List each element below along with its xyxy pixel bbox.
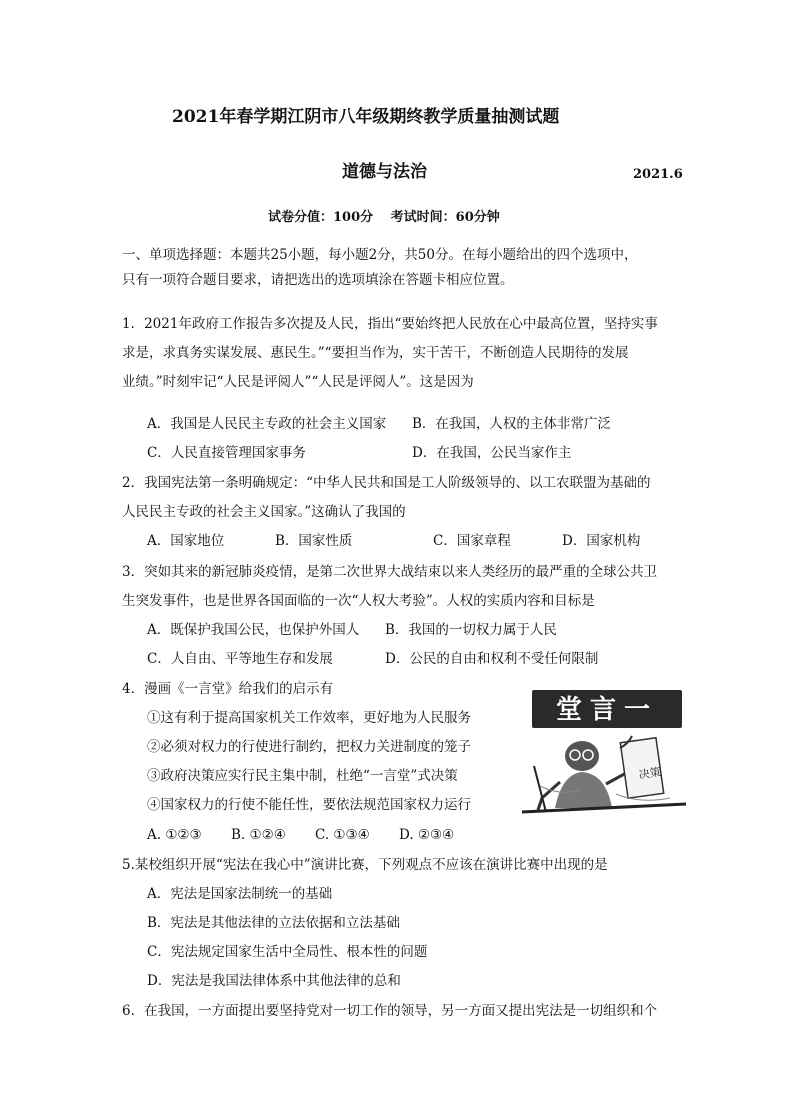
section-instructions-line-1: 一、单项选择题：本题共25小题，每小题2分，共50分。在每小题给出的四个选项中，	[122, 247, 638, 263]
q3-option-d: D．公民的自由和权利不受任何限制	[385, 651, 599, 667]
q4-option-a: A. ①②③	[147, 827, 202, 843]
q3-option-b: B．我国的一切权力属于人民	[385, 622, 557, 638]
q4-option-b: B. ①②④	[231, 827, 286, 843]
q1-stem-line-3: 业绩。”时刻牢记“人民是评阅人”“人民是评阅人”。这是因为	[122, 374, 474, 390]
q4-option-c: C. ①③④	[315, 827, 370, 843]
q2-option-b: B．国家性质	[275, 533, 353, 549]
cartoon-sign-text: 堂言一	[555, 695, 659, 725]
q1-stem-line-2: 求是，求真务实谋发展、惠民生。”“要担当作为，实干苦干，不断创造人民期待的发展	[122, 345, 629, 361]
q3-option-c: C．人自由、平等地生存和发展	[147, 651, 333, 667]
q1-option-a: A．我国是人民民主专政的社会主义国家	[147, 416, 387, 432]
q4-item-2: ②必须对权力的行使进行制约，把权力关进制度的笼子	[147, 739, 471, 755]
cartoon-paper-text: 决策	[638, 765, 662, 782]
q4-option-d: D. ②③④	[399, 827, 455, 843]
q4-stem: 4．漫画《一言堂》给我们的启示有	[122, 681, 334, 697]
q5-option-b: B．宪法是其他法律的立法依据和立法基础	[147, 915, 400, 931]
q2-option-a: A．国家地位	[147, 533, 225, 549]
q6-stem: 6．在我国，一方面提出要坚持党对一切工作的领导，另一方面又提出宪法是一切组织和个	[122, 1003, 658, 1019]
cartoon-body	[555, 772, 612, 808]
q1-option-c: C．人民直接管理国家事务	[147, 445, 306, 461]
q4-item-1: ①这有利于提高国家机关工作效率，更好地为人民服务	[147, 710, 471, 726]
q3-option-a: A．既保护我国公民，也保护外国人	[147, 622, 360, 638]
q5-option-a: A．宪法是国家法制统一的基础	[147, 886, 333, 902]
q5-stem: 5.某校组织开展“宪法在我心中”演讲比赛，下列观点不应该在演讲比赛中出现的是	[122, 857, 608, 873]
exam-title: 2021年春学期江阴市八年级期终教学质量抽测试题	[172, 107, 560, 127]
q2-stem-line-2: 人民民主专政的社会主义国家。”这确认了我国的	[122, 504, 406, 520]
q1-option-d: D．在我国，公民当家作主	[412, 445, 572, 461]
q2-option-c: C．国家章程	[433, 533, 511, 549]
q3-stem-line-2: 生突发事件，也是世界各国面临的一次“人权大考验”。人权的实质内容和目标是	[122, 593, 595, 609]
q4-item-3: ③政府决策应实行民主集中制，杜绝“一言堂”式决策	[147, 768, 458, 784]
q5-option-c: C．宪法规定国家生活中全局性、根本性的问题	[147, 944, 428, 960]
cartoon-image	[520, 686, 688, 818]
q4-item-4: ④国家权力的行使不能任性，要依法规范国家权力运行	[147, 797, 471, 813]
q2-option-d: D．国家机构	[562, 533, 641, 549]
exam-date: 2021.6	[633, 167, 683, 182]
exam-meta: 试卷分值：100分 考试时间：60分钟	[268, 210, 500, 225]
q2-stem-line-1: 2．我国宪法第一条明确规定：“中华人民共和国是工人阶级领导的、以工农联盟为基础的	[122, 475, 651, 491]
q1-option-b: B．在我国，人权的主体非常广泛	[412, 416, 611, 432]
q5-option-d: D．宪法是我国法律体系中其他法律的总和	[147, 973, 401, 989]
q3-stem-line-1: 3．突如其来的新冠肺炎疫情，是第二次世界大战结束以来人类经历的最严重的全球公共卫	[122, 564, 658, 580]
section-instructions-line-2: 只有一项符合题目要求，请把选出的选项填涂在答题卡相应位置。	[122, 272, 514, 288]
subject-title: 道德与法治	[342, 162, 427, 182]
q1-stem-line-1: 1．2021年政府工作报告多次提及人民，指出“要始终把人民放在心中最高位置，坚持实事	[122, 316, 658, 332]
